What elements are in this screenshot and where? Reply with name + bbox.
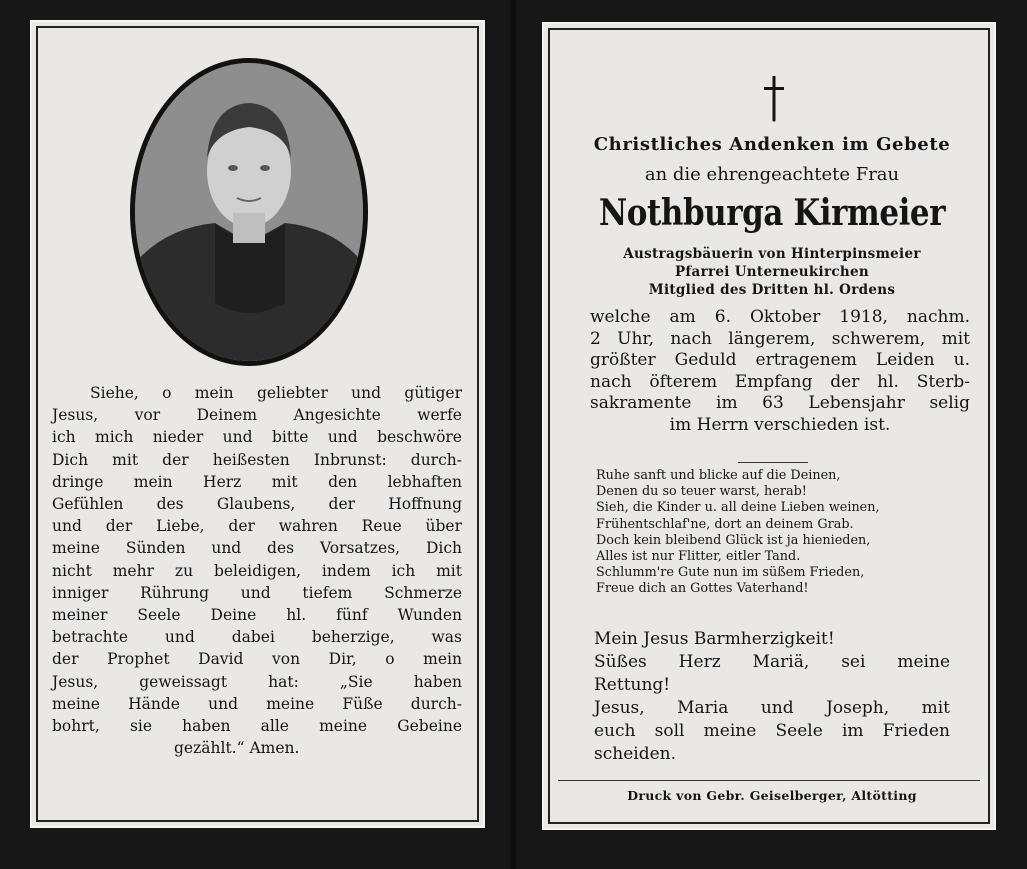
prayer-line: nicht mehr zu beleidigen, indem ich mit xyxy=(52,561,462,580)
prayer-line: Jesus, vor Deinem Angesichte werfe xyxy=(52,406,462,425)
verse-line: Freue dich an Gottes Vaterhand! xyxy=(596,581,809,597)
prayer-line: dringe mein Herz mit den lebhaften xyxy=(52,472,462,491)
verse-line: Schlumm're Gute nun im süßem Frieden, xyxy=(596,565,865,581)
obituary-line: sakramente im 63 Lebensjahr selig xyxy=(590,393,970,413)
prayer-line: inniger Rührung und tiefem Schmerze xyxy=(52,583,462,602)
verse-line: Ruhe sanft und blicke auf die Deinen, xyxy=(596,468,841,483)
verse xyxy=(596,468,976,598)
portrait-figure xyxy=(135,63,363,361)
card-fold xyxy=(510,0,516,869)
deceased-name: Nothburga Kirmeier xyxy=(598,192,946,234)
verse-line: Sieh, die Kinder u. all deine Lieben weinen, xyxy=(596,500,880,516)
verse-line: Frühentschlaf'ne, dort an deinem Grab. xyxy=(596,516,854,532)
prayer-line: Gefühlen des Glaubens, der Hoffnung xyxy=(52,495,462,514)
invocation-line: scheiden. xyxy=(594,744,676,764)
prayer-line: der Prophet David von Dir, o mein xyxy=(52,650,462,669)
prayer-text xyxy=(52,382,462,759)
invocation-line: Mein Jesus Barmherzigkeit! xyxy=(594,629,835,649)
prayer-line: meine Sünden und des Vorsatzes, Dich xyxy=(52,539,462,558)
prayer-line: meiner Seele Deine hl. fünf Wunden xyxy=(52,606,462,625)
footer-divider xyxy=(558,780,980,781)
divider xyxy=(738,462,808,463)
prayer-line: und der Liebe, der wahren Reue über xyxy=(52,517,462,536)
invocation-line: euch soll meine Seele im Frieden xyxy=(594,721,950,741)
verse-line: Alles ist nur Flitter, eitler Tand. xyxy=(596,549,801,565)
obituary-line: nach öfterem Empfang der hl. Sterb- xyxy=(590,371,970,392)
portrait-photo xyxy=(135,63,363,361)
portrait-frame xyxy=(130,58,368,366)
printer-credit: Druck von Gebr. Geiselberger, Altötting xyxy=(627,788,917,803)
verse-line: Doch kein bleibend Glück ist ja hienieden, xyxy=(596,532,871,548)
heading: Christliches Andenken im Gebete xyxy=(593,134,951,155)
invocation-line: Süßes Herz Mariä, sei meine xyxy=(594,652,950,672)
obituary-text xyxy=(590,307,970,436)
prayer-line: gezählt.“ Amen. xyxy=(174,739,300,758)
invocation xyxy=(594,628,950,766)
prayer-line: ich mich nieder und bitte und beschwöre xyxy=(52,428,462,447)
prayer-line: betrachte und dabei beherzige, was xyxy=(52,628,462,647)
cross-icon xyxy=(762,74,786,122)
obituary-line: im Herrn verschieden ist. xyxy=(669,414,891,435)
verse-line: Denen du so teuer warst, herab! xyxy=(596,484,807,500)
obituary-line: 2 Uhr, nach längerem, schwerem, mit xyxy=(590,328,970,349)
prayer-line: Siehe, o mein geliebter und gütiger xyxy=(90,384,462,402)
prayer-line: Jesus, geweissagt hat: „Sie haben xyxy=(52,672,462,691)
obituary-line: größter Geduld ertragenem Leiden u. xyxy=(590,350,970,370)
parish-line: Pfarrei Unterneukirchen xyxy=(674,264,870,280)
invocation-line: Jesus, Maria und Joseph, mit xyxy=(594,698,950,718)
prayer-line: bohrt, sie haben alle meine Gebeine xyxy=(52,717,462,736)
prayer-line: meine Hände und meine Füße durch- xyxy=(52,694,462,713)
prayer-line: Dich mit der heißesten Inbrunst: durch- xyxy=(52,450,462,469)
occupation-line: Austragsbäuerin von Hinterpinsmeier xyxy=(623,246,921,262)
obituary-line: welche am 6. Oktober 1918, nachm. xyxy=(590,307,970,327)
subheading: an die ehrengeachtete Frau xyxy=(644,164,900,185)
invocation-line: Rettung! xyxy=(594,675,671,695)
order-membership-line: Mitglied des Dritten hl. Ordens xyxy=(648,282,896,298)
